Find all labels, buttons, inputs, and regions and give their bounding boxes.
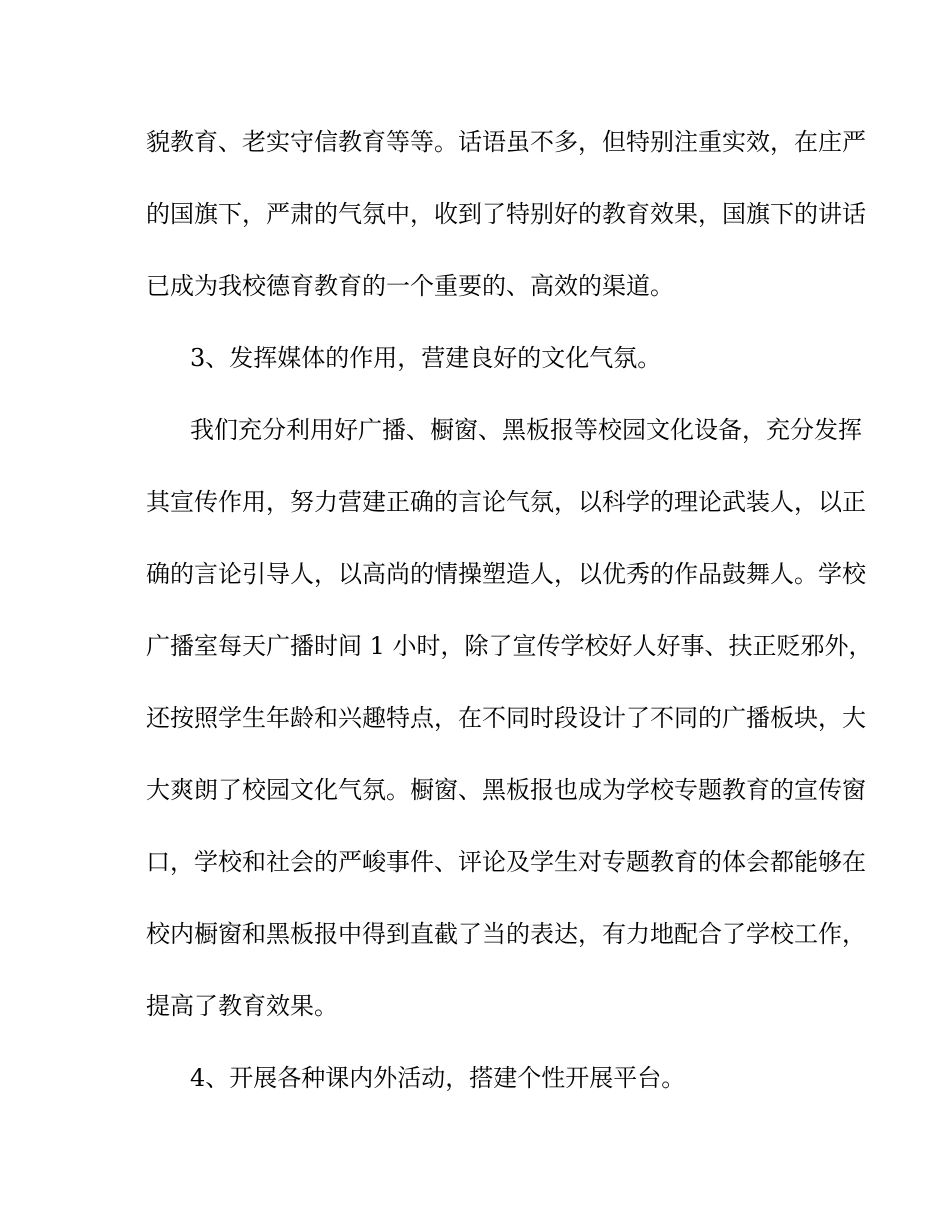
text-line: 提高了教育效果。 [146,992,338,1020]
section-heading: 3、发挥媒体的作用，营建良好的文化气氛。 [190,344,662,372]
text-line: 貌教育、老实守信教育等等。话语虽不多，但特别注重实效，在庄严 [146,128,866,156]
text-line: 我们充分利用好广播、橱窗、黑板报等校园文化设备，充分发挥 [190,416,862,444]
body-text [146,118,873,1126]
text-line: 大爽朗了校园文化气氛。橱窗、黑板报也成为学校专题教育的宣传窗 [146,776,866,804]
text-line: 其宣传作用，努力营建正确的言论气氛，以科学的理论武装人，以正 [146,488,866,516]
text-line: 确的言论引导人，以高尚的情操塑造人，以优秀的作品鼓舞人。学校 [146,560,866,588]
text-line: 还按照学生年龄和兴趣特点，在不同时段设计了不同的广播板块，大 [146,704,866,732]
section-heading: 4、开展各种课内外活动，搭建个性开展平台。 [190,1064,686,1092]
text-line: 口，学校和社会的严峻事件、评论及学生对专题教育的体会都能够在 [146,848,866,876]
text-line: 的国旗下，严肃的气氛中，收到了特别好的教育效果，国旗下的讲话 [146,200,866,228]
text-line: 广播室每天广播时间 1 小时，除了宣传学校好人好事、扶正贬邪外， [146,632,873,660]
text-line: 已成为我校德育教育的一个重要的、高效的渠道。 [146,272,674,300]
text-line: 校内橱窗和黑板报中得到直截了当的表达，有力地配合了学校工作， [146,920,866,948]
